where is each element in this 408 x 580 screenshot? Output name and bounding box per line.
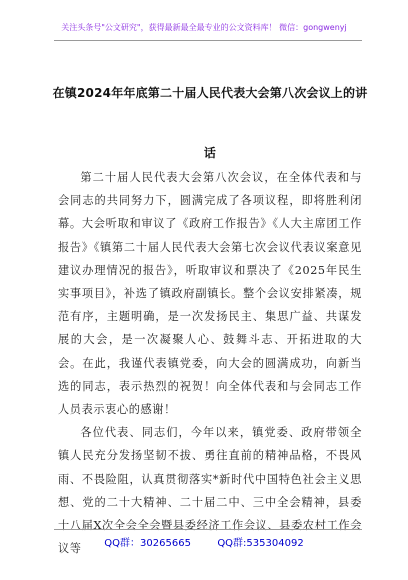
body-paragraph: 各位代表、同志们，今年以来，镇党委、政府带领全镇人民充分发扬坚韧不拔、勇往直前的精神品格，不畏风雨、不畏险阻，认真贯彻落实*新时代中国特色社会主义思想、党的二十大精神、二十届二中、三中全会精神，县委十八届X次全会全会暨县委经济工作会议、县委农村工作会议等 (58, 426, 362, 556)
footer-divider (54, 529, 362, 530)
footer-contacts (0, 534, 408, 549)
document-title: 在镇2024年年底第二十届人民代表大会第八次会议上的讲话 (52, 86, 368, 160)
footer-qq-group-right: QQ群:535304092 (217, 538, 304, 549)
footer-qq-group-left: QQ群：30265665 (104, 538, 191, 549)
header-banner: 关注头条号"公文研究"，获得最新最全最专业的公文资料库！ 微信：gongwenyj (61, 23, 347, 32)
document-body (58, 166, 362, 560)
header-divider (54, 40, 362, 41)
body-paragraph: 第二十届人民代表大会第八次会议，在全体代表和与会同志的共同努力下，圆满完成了各项议程，即将胜利闭幕。大会听取和审议了《政府工作报告》《人大主席团工作报告》《镇第二十届人民代表大会第七次会议代表议案意见建议办理情况的报告》，听取审议和票决了《2025年民生实事项目》，补选了镇政府副镇长。整个会议安排紧凑，规范有序，主题明确，是一次发扬民主、集思广益、共谋发展的大会，是一次凝聚人心、鼓舞斗志、开拓进取的大会。在此，我谨代表镇党委，向大会的圆满成功，向新当选的同志，表示热烈的祝贺！向全体代表和与会同志工作人员表示衷心的感谢！ (58, 171, 362, 417)
